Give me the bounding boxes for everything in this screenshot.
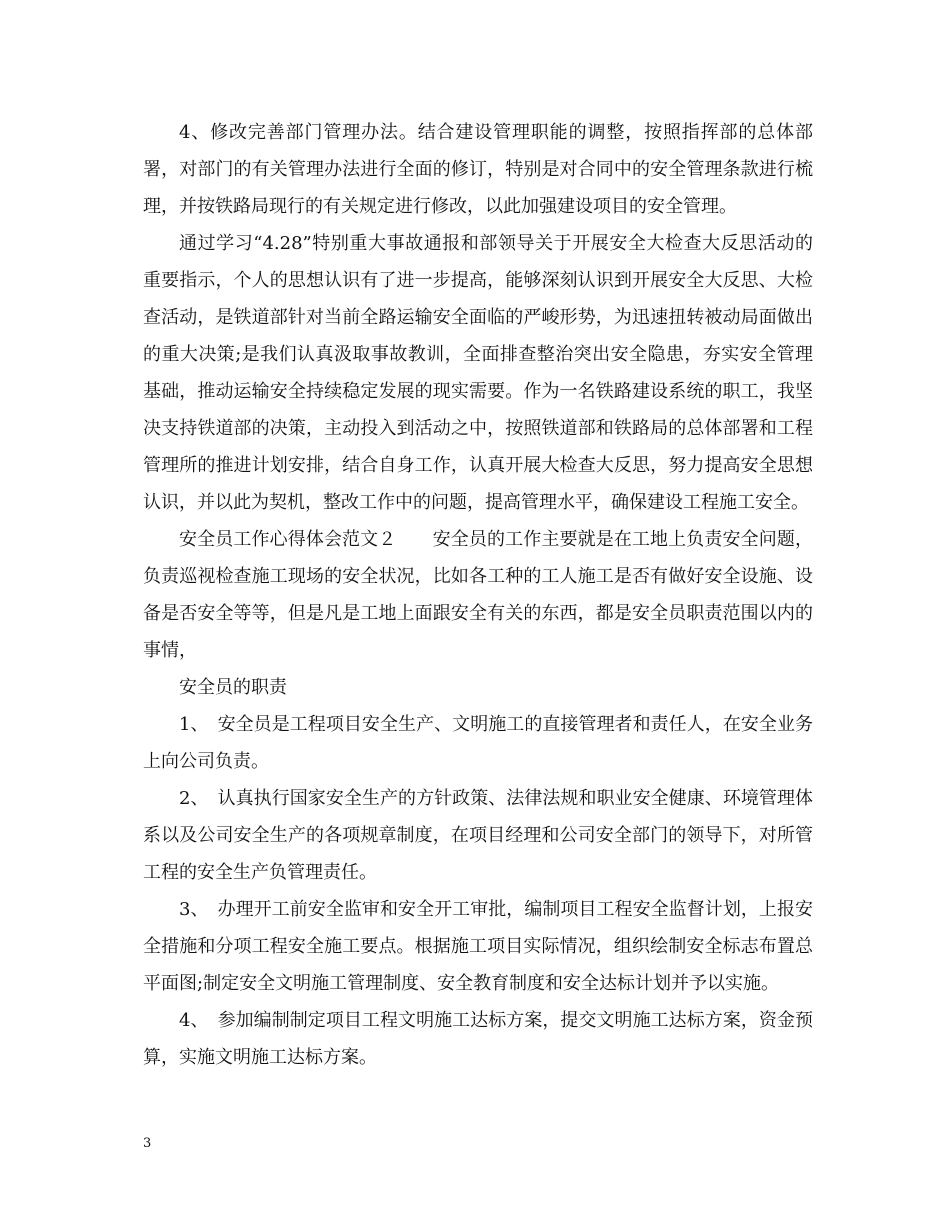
page-number: 3: [143, 1136, 152, 1151]
duty-item-3: 3、 办理开工前安全监审和安全开工审批，编制项目工程安全监督计划，上报安全措施和分项工程安全施工要点。根据施工项目实际情况，组织绘制安全标志布置总平面图;制定安全文明施工管理制度、安全教育制度和安全达标计划并予以实施。: [143, 899, 813, 994]
document-body: [143, 114, 813, 1076]
duty-item-2: 2、 认真执行国家安全生产的方针政策、法律法规和职业安全健康、环境管理体系以及公司安全生产的各项规章制度，在项目经理和公司安全部门的领导下，对所管工程的安全生产负管理责任。: [143, 788, 813, 883]
paragraph-department-rules: 4、修改完善部门管理办法。结合建设管理职能的调整，按照指挥部的总体部署，对部门的有关管理办法进行全面的修订，特别是对合同中的安全管理条款进行梳理，并按铁路局现行的有关规定进行修改，以此加强建设项目的安全管理。: [143, 122, 813, 217]
section-heading-duties: 安全员的职责: [179, 677, 287, 698]
duty-item-1: 1、 安全员是工程项目安全生产、文明施工的直接管理者和责任人，在安全业务上向公司负责。: [143, 714, 813, 772]
paragraph-sample-essay-2: 安全员工作心得体会范文２ 安全员的工作主要就是在工地上负责安全问题，负责巡视检查施工现场的安全状况，比如各工种的工人施工是否有做好安全设施、设备是否安全等等，但是凡是工地上面跟安全有关的东西，都是安全员职责范围以内的事情，: [143, 529, 813, 661]
paragraph-study-reflection: 通过学习“4.28”特别重大事故通报和部领导关于开展安全大检查大反思活动的重要指示，个人的思想认识有了进一步提高，能够深刻认识到开展安全大反思、大检查活动，是铁道部针对当前全路运输安全面临的严峻形势，为迅速扭转被动局面做出的重大决策;是我们认真汲取事故教训，全面排查整治突出安全隐患，夯实安全管理基础，推动运输安全持续稳定发展的现实需要。作为一名铁路建设系统的职工，我坚决支持铁道部的决策，主动投入到活动之中，按照铁道部和铁路局的总体部署和工程管理所的推进计划安排，结合自身工作，认真开展大检查大反思，努力提高安全思想认识，并以此为契机，整改工作中的问题，提高管理水平，确保建设工程施工安全。: [143, 233, 813, 513]
duty-item-4: 4、 参加编制制定项目工程文明施工达标方案，提交文明施工达标方案，资金预算，实施文明施工达标方案。: [143, 1010, 813, 1068]
